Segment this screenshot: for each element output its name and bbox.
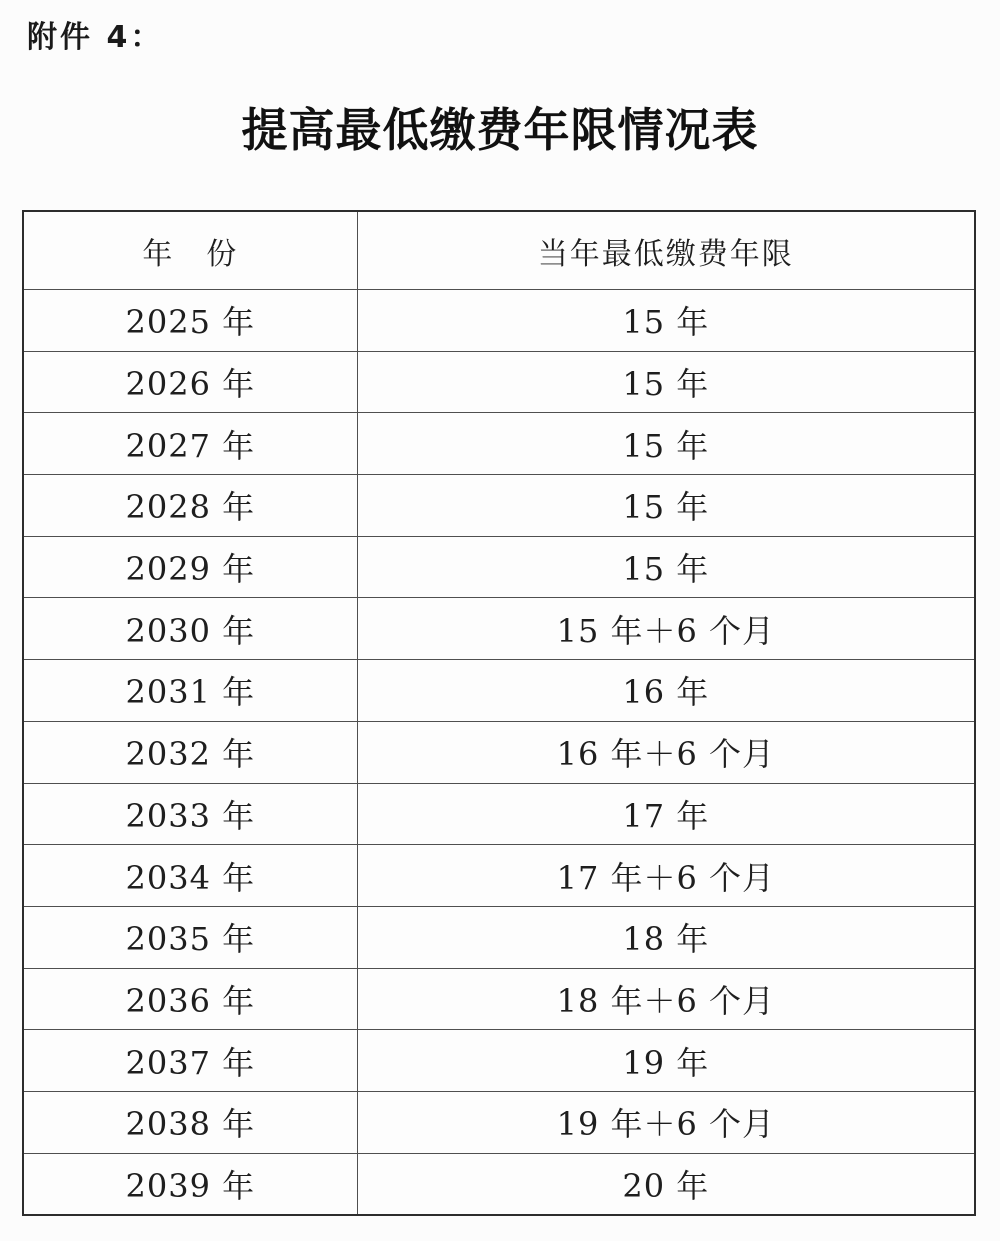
year-cell: 2036 年	[23, 968, 357, 1030]
table-row	[23, 968, 975, 1030]
table-row	[23, 290, 975, 352]
year-cell: 2028 年	[23, 475, 357, 537]
min-years-cell: 15 年	[357, 413, 975, 475]
table-row	[23, 783, 975, 845]
min-years-cell: 19 年	[357, 1030, 975, 1092]
min-years-cell: 17 年＋6 个月	[357, 845, 975, 907]
year-cell: 2035 年	[23, 906, 357, 968]
year-cell: 2026 年	[23, 351, 357, 413]
year-cell: 2034 年	[23, 845, 357, 907]
table-row	[23, 351, 975, 413]
table-row	[23, 1030, 975, 1092]
year-cell: 2037 年	[23, 1030, 357, 1092]
year-cell: 2039 年	[23, 1153, 357, 1215]
table-row	[23, 721, 975, 783]
year-cell: 2027 年	[23, 413, 357, 475]
min-years-cell: 20 年	[357, 1153, 975, 1215]
table-row	[23, 598, 975, 660]
year-cell: 2031 年	[23, 660, 357, 722]
min-years-cell: 15 年	[357, 290, 975, 352]
year-cell: 2033 年	[23, 783, 357, 845]
min-years-cell: 16 年	[357, 660, 975, 722]
min-contribution-years-table	[22, 210, 976, 1216]
min-years-cell: 15 年＋6 个月	[357, 598, 975, 660]
table-row	[23, 475, 975, 537]
min-years-cell: 17 年	[357, 783, 975, 845]
year-column-header: 年 份	[23, 211, 357, 290]
min-years-cell: 15 年	[357, 536, 975, 598]
year-cell: 2032 年	[23, 721, 357, 783]
min-years-cell: 18 年＋6 个月	[357, 968, 975, 1030]
min-years-cell: 15 年	[357, 475, 975, 537]
attachment-label: 附件 4：	[27, 20, 164, 55]
table-row	[23, 1153, 975, 1215]
table-row	[23, 660, 975, 722]
table-row	[23, 906, 975, 968]
year-cell: 2038 年	[23, 1091, 357, 1153]
year-cell: 2025 年	[23, 290, 357, 352]
table-row	[23, 536, 975, 598]
year-cell: 2030 年	[23, 598, 357, 660]
table-body	[23, 290, 975, 1216]
min-years-cell: 15 年	[357, 351, 975, 413]
min-years-cell: 16 年＋6 个月	[357, 721, 975, 783]
min-years-cell: 19 年＋6 个月	[357, 1091, 975, 1153]
header-row	[23, 211, 975, 290]
page-title: 提高最低缴费年限情况表	[241, 103, 759, 157]
year-cell: 2029 年	[23, 536, 357, 598]
min-years-column-header: 当年最低缴费年限	[357, 211, 975, 290]
min-years-cell: 18 年	[357, 906, 975, 968]
table-row	[23, 845, 975, 907]
table-row	[23, 413, 975, 475]
table-row	[23, 1091, 975, 1153]
